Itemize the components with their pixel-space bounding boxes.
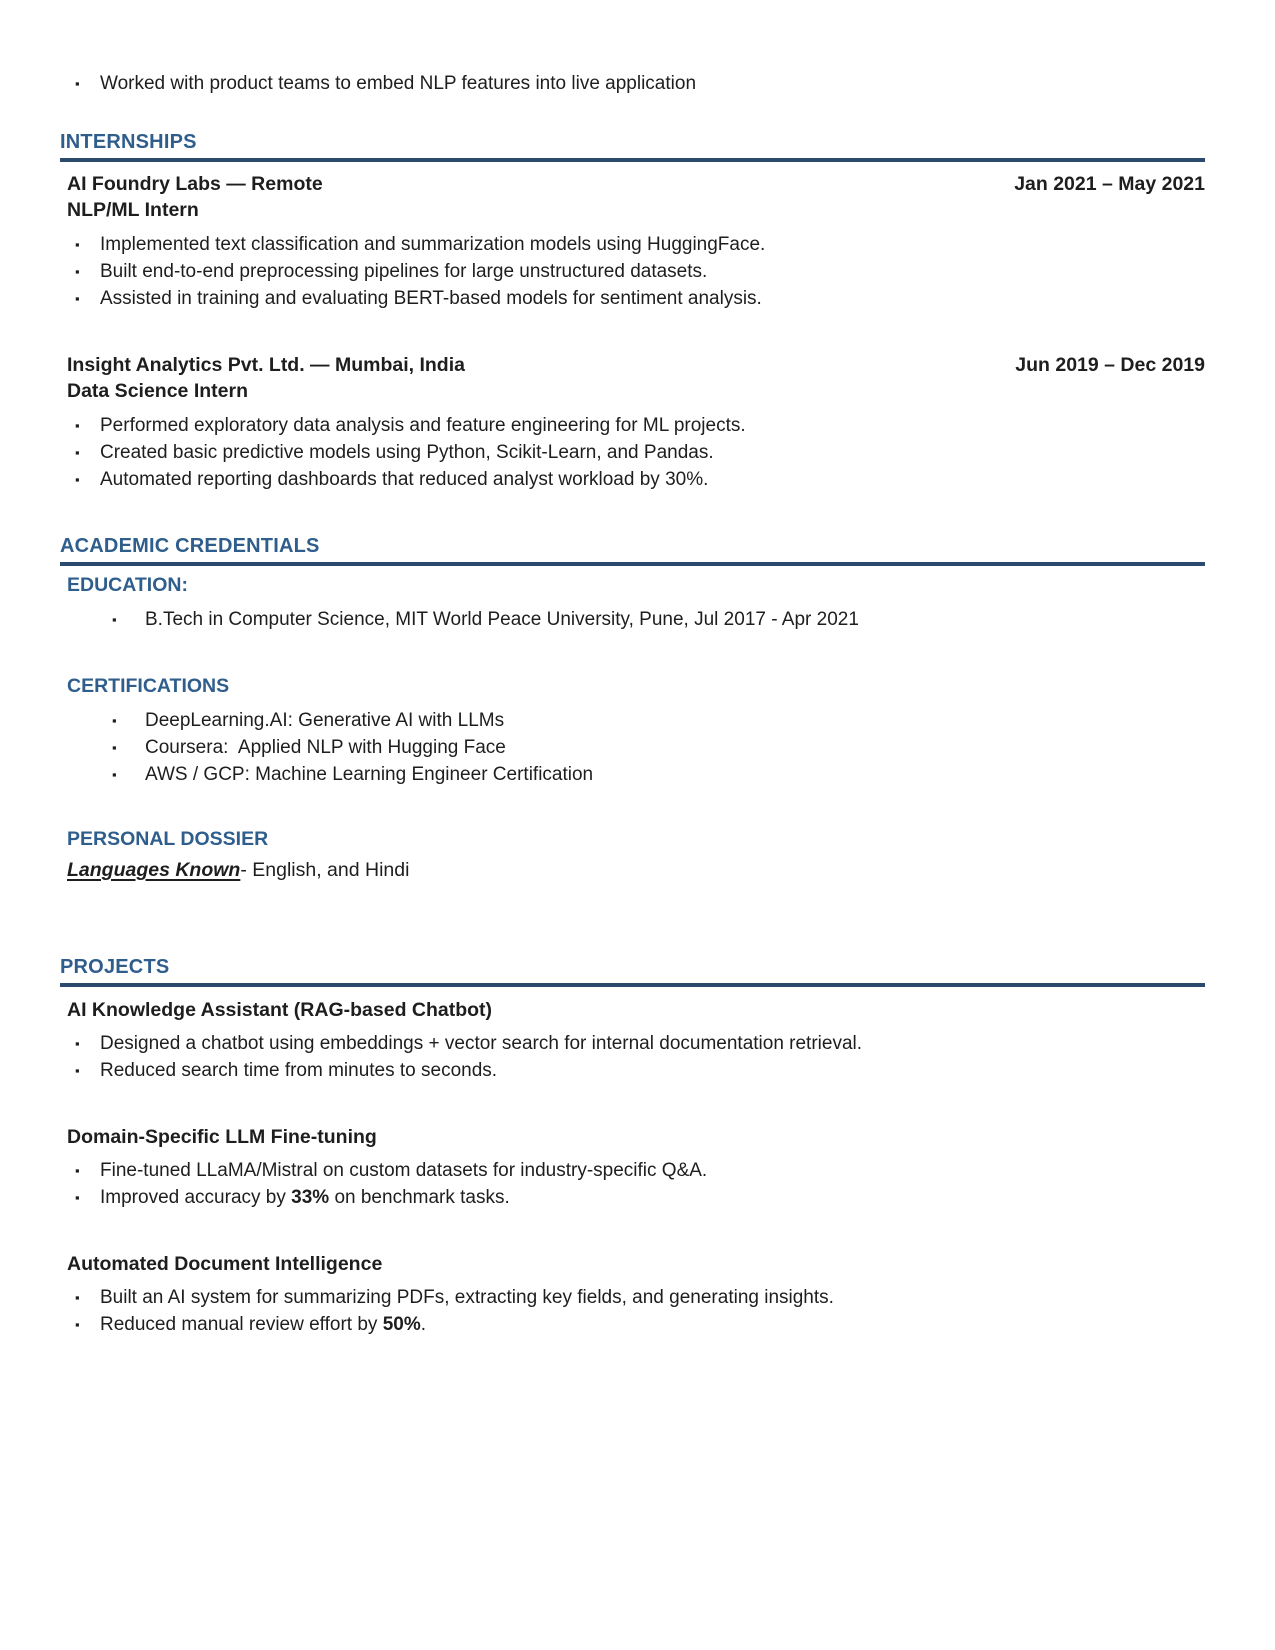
education-bullet-list [60, 606, 1205, 633]
job-bullet-list [60, 412, 1205, 493]
bullet-text: Fine-tuned LLaMA/Mistral on custom datasets for industry-specific Q&A. [100, 1160, 708, 1181]
company-name: Insight Analytics Pvt. Ltd. — Mumbai, India [67, 354, 465, 376]
section-internships [60, 131, 1205, 493]
certifications-subheading: CERTIFICATIONS [67, 675, 230, 697]
job-entry-ai-foundry [60, 171, 1205, 312]
job-header [67, 171, 1205, 197]
job-bullet-list [60, 231, 1205, 312]
section-divider [60, 983, 1205, 987]
bullet-item: ▪ Automated reporting dashboards that reduced analyst workload by 30%. [60, 466, 1205, 493]
languages-label: Languages Known [67, 859, 241, 881]
bullet-text: on benchmark tasks. [329, 1187, 510, 1208]
certifications-bullet-list [60, 707, 1205, 788]
bullet-item: ▪ Assisted in training and evaluating BERT-based models for sentiment analysis. [60, 285, 1205, 312]
job-header [67, 352, 1205, 378]
project-bullet-list [60, 1284, 1205, 1338]
project-title: Automated Document Intelligence [67, 1253, 383, 1275]
project-title: Domain-Specific LLM Fine-tuning [67, 1126, 377, 1148]
project-bullet-list [60, 1157, 1205, 1211]
bullet-item: ▪ Worked with product teams to embed NLP features into live application [60, 70, 1205, 97]
bullet-text: Built an AI system for summarizing PDFs, extracting key fields, and generating insights. [100, 1287, 834, 1308]
bullet-text: Designed a chatbot using embeddings + vector search for internal documentation retrieval. [100, 1033, 863, 1054]
job-dates: Jun 2019 – Dec 2019 [1015, 354, 1205, 376]
section-academic-credentials [60, 535, 1205, 884]
bullet-item: ▪ Performed exploratory data analysis and feature engineering for ML projects. [60, 412, 1205, 439]
job-entry-insight-analytics [60, 352, 1205, 493]
project-entry-rag-chatbot [60, 997, 1205, 1084]
bullet-bold-text: 33% [291, 1187, 330, 1208]
project-entry-llm-finetuning [60, 1124, 1205, 1211]
section-projects [60, 956, 1205, 1338]
bullet-item: ▪ Built end-to-end preprocessing pipelines for large unstructured datasets. [60, 258, 1205, 285]
job-role: NLP/ML Intern [67, 199, 199, 221]
bullet-text: Reduced manual review effort by [100, 1314, 383, 1335]
bullet-item: ▪ AWS / GCP: Machine Learning Engineer Certification [60, 761, 1205, 788]
languages-line [67, 857, 1205, 884]
certifications-block [60, 675, 1205, 788]
bullet-item: ▪ DeepLearning.AI: Generative AI with LLMs [60, 707, 1205, 734]
languages-value: - English, and Hindi [240, 859, 410, 881]
education-subheading: EDUCATION: [67, 574, 188, 596]
personal-dossier-block [60, 828, 1205, 884]
bullet-item: ▪ Created basic predictive models using Python, Scikit-Learn, and Pandas. [60, 439, 1205, 466]
bullet-item [60, 1311, 1205, 1338]
project-title: AI Knowledge Assistant (RAG-based Chatbot) [67, 999, 493, 1021]
bullet-item: ▪ Coursera: Applied NLP with Hugging Face [60, 734, 1205, 761]
section-divider [60, 562, 1205, 566]
academic-credentials-heading: ACADEMIC CREDENTIALS [60, 535, 320, 557]
section-divider [60, 158, 1205, 162]
bullet-bold-text: 50% [382, 1314, 421, 1335]
top-bullet-list [60, 70, 1205, 97]
education-block [60, 574, 1205, 633]
bullet-item [60, 1030, 1205, 1057]
bullet-item [60, 1157, 1205, 1184]
company-name: AI Foundry Labs — Remote [67, 173, 323, 195]
project-bullet-list [60, 1030, 1205, 1084]
job-dates: Jan 2021 – May 2021 [1014, 173, 1205, 195]
bullet-text: Improved accuracy by [100, 1187, 292, 1208]
bullet-item: ▪ B.Tech in Computer Science, MIT World Peace University, Pune, Jul 2017 - Apr 2021 [60, 606, 1205, 633]
bullet-text: . [420, 1314, 427, 1335]
bullet-item [60, 1057, 1205, 1084]
personal-dossier-subheading: PERSONAL DOSSIER [67, 828, 269, 850]
bullet-item [60, 1284, 1205, 1311]
job-role: Data Science Intern [67, 380, 248, 402]
project-entry-document-intelligence [60, 1251, 1205, 1338]
projects-heading: PROJECTS [60, 956, 170, 978]
bullet-text: Reduced search time from minutes to seconds. [100, 1060, 498, 1081]
bullet-item [60, 1184, 1205, 1211]
bullet-item: ▪ Implemented text classification and summarization models using HuggingFace. [60, 231, 1205, 258]
internships-heading: INTERNSHIPS [60, 131, 197, 153]
